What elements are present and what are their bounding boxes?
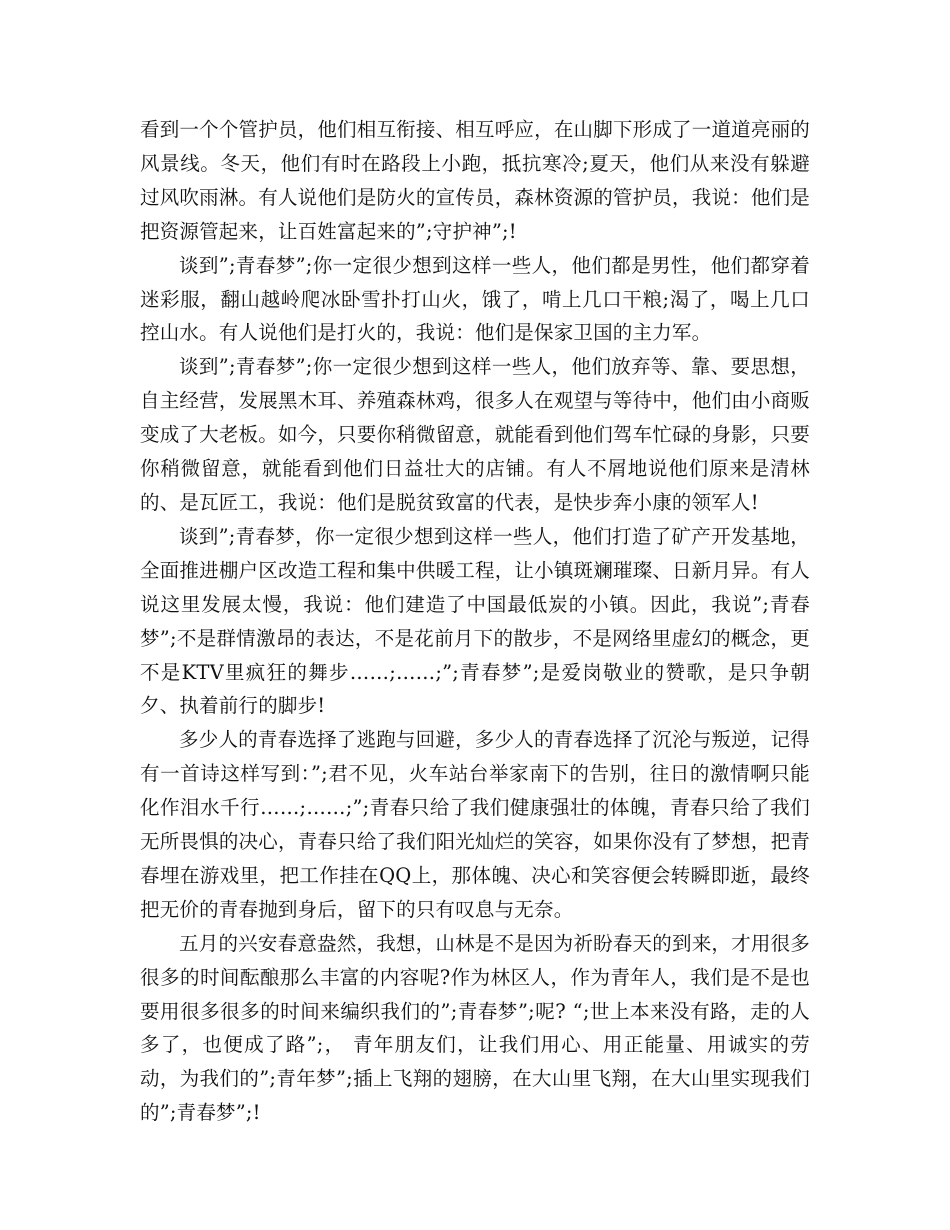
- paragraph-6: 五月的兴安春意盎然，我想，山林是不是因为祈盼春天的到来，才用很多很多的时间酝酿那么丰富的内容呢?作为林区人，作为青年人，我们是不是也要用很多很多的时间来编织我们的”;青春梦”;呢? “;世上本来没有路，走的人多了，也便成了路”;， 青年朋友们，让我们用心、用正能量、用诚实的劳动，为我们的”;青年梦”;插上飞翔的翅膀，在大山里飞翔，在大山里实现我们的”;青春梦”;!: [140, 931, 810, 1125]
- paragraph-2: 谈到”;青春梦”;你一定很少想到这样一些人，他们都是男性，他们都穿着迷彩服，翻山越岭爬冰卧雪扑打山火，饿了，啃上几口干粮;渴了，喝上几口控山水。有人说他们是打火的，我说：他们是保家卫国的主力军。: [140, 253, 810, 345]
- document-body: [140, 113, 810, 1130]
- paragraph-4: 谈到”;青春梦，你一定很少想到这样一些人，他们打造了矿产开发基地，全面推进棚户区改造工程和集中供暖工程，让小镇斑斓璀璨、日新月异。有人说这里发展太慢，我说：他们建造了中国最低炭的小镇。因此，我说”;青春梦”;不是群情激昂的表达，不是花前月下的散步，不是网络里虚幻的概念，更不是KTV里疯狂的舞步……;……;”;青春梦”;是爱岗敬业的赞歌，是只争朝夕、执着前行的脚步!: [140, 524, 810, 718]
- paragraph-5: 多少人的青春选择了逃跑与回避，多少人的青春选择了沉沦与叛逆，记得有一首诗这样写到：”;君不见，火车站台举家南下的告别，往日的激情啊只能化作泪水千行……;……;”;青春只给了我们健康强壮的体魄，青春只给了我们无所畏惧的决心，青春只给了我们阳光灿烂的笑容，如果你没有了梦想，把青春埋在游戏里，把工作挂在QQ上，那体魄、决心和笑容便会转瞬即逝，最终把无价的青春抛到身后，留下的只有叹息与无奈。: [140, 728, 810, 921]
- paragraph-3: 谈到”;青春梦”;你一定很少想到这样一些人，他们放弃等、靠、要思想，自主经营，发展黑木耳、养殖森林鸡，很多人在观望与等待中，他们由小商贩变成了大老板。如今，只要你稍微留意，就能看到他们驾车忙碌的身影，只要你稍微留意，就能看到他们日益壮大的店铺。有人不屑地说他们原来是清林的、是瓦匠工，我说：他们是脱贫致富的代表，是快步奔小康的领军人!: [140, 355, 810, 514]
- paragraph-1: 看到一个个管护员，他们相互衔接、相互呼应，在山脚下形成了一道道亮丽的风景线。冬天，他们有时在路段上小跑，抵抗寒冷;夏天，他们从来没有躲避过风吹雨淋。有人说他们是防火的宣传员，森林资源的管护员，我说：他们是把资源管起来，让百姓富起来的”;守护神”;!: [140, 118, 810, 243]
